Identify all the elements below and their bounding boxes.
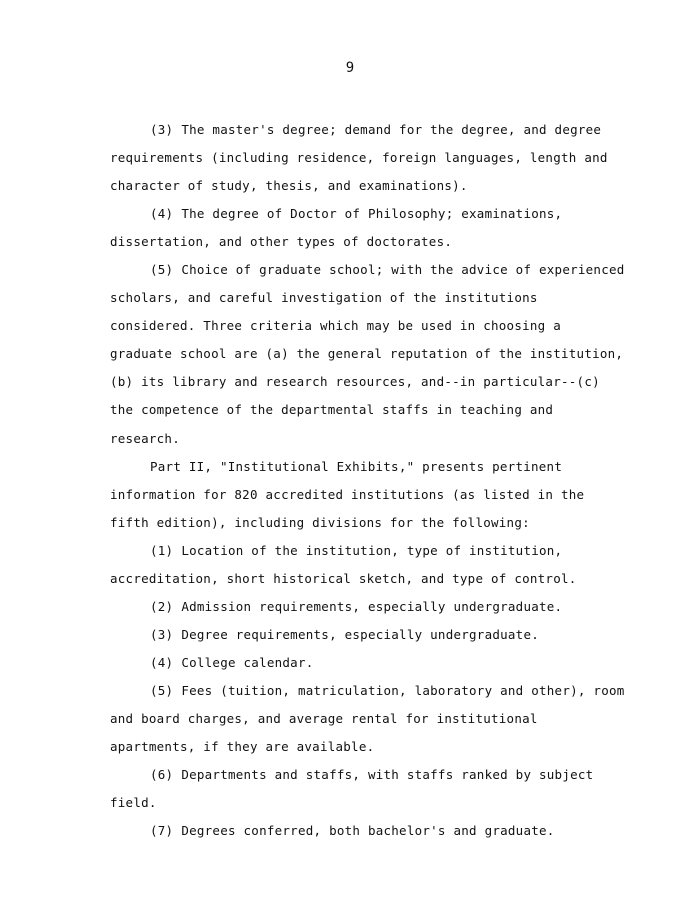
paragraph-fees (110, 677, 630, 761)
item-number: (3) (150, 122, 174, 137)
paragraph-calendar (110, 649, 630, 677)
item-number: (3) (150, 626, 174, 642)
paragraph-text: Location of the institution, type of institution, accreditation, short historical sketch, and type of control. (110, 542, 577, 586)
paragraph-text: Degrees conferred, both bachelor's and graduate. (181, 823, 555, 839)
paragraph-choice-of-school (110, 256, 630, 452)
item-number: (4) (150, 206, 174, 222)
paragraph-text: Degree requirements, especially undergraduate. (181, 626, 540, 642)
paragraph-departments (110, 761, 630, 817)
item-number: (5) (150, 682, 174, 698)
paragraph-text: Fees (tuition, matriculation, laboratory and other), room and board charges, and average rental for institutional apartments, if they are available. (110, 682, 625, 755)
paragraph-master-degree (110, 116, 630, 200)
paragraph-text: The master's degree; demand for the degree, and degree requirements (including residence, foreign languages, length and character of study, thesis, and examinations). (110, 122, 608, 194)
paragraph-admission (110, 593, 630, 621)
paragraph-doctor-philosophy (110, 200, 630, 256)
paragraph-part-two (110, 453, 630, 537)
item-number: (2) (150, 598, 174, 614)
paragraph-text: Departments and staffs, with staffs ranked by subject field. (110, 767, 594, 811)
paragraph-location (110, 537, 630, 593)
paragraph-text: The degree of Doctor of Philosophy; examinations, dissertation, and other types of doctorates. (110, 206, 563, 250)
item-number: (5) (150, 262, 174, 278)
paragraph-degrees-conferred (110, 817, 630, 845)
item-number: (1) (150, 542, 174, 558)
paragraph-text: College calendar. (181, 654, 314, 670)
body-text (110, 116, 630, 845)
paragraph-text: Choice of graduate school; with the advice of experienced scholars, and careful investigation of the institutions considered. Three criteria which may be used in choosing a graduate school are (a) the general reputation of the institution, (b) its library and research resources, and--in particular--(c) the competence of the departmental staffs in teaching and research. (110, 262, 625, 446)
item-number: (6) (150, 767, 174, 783)
paragraph-text: Part II, "Institutional Exhibits," presents pertinent information for 820 accredited institutions (as listed in the fifth edition), including divisions for the following: (110, 458, 585, 530)
item-number: (7) (150, 823, 174, 839)
page-number: 9 (345, 60, 355, 76)
paragraph-degree-requirements (110, 621, 630, 649)
paragraph-text: Admission requirements, especially undergraduate. (181, 598, 563, 614)
item-number: (4) (150, 654, 174, 670)
